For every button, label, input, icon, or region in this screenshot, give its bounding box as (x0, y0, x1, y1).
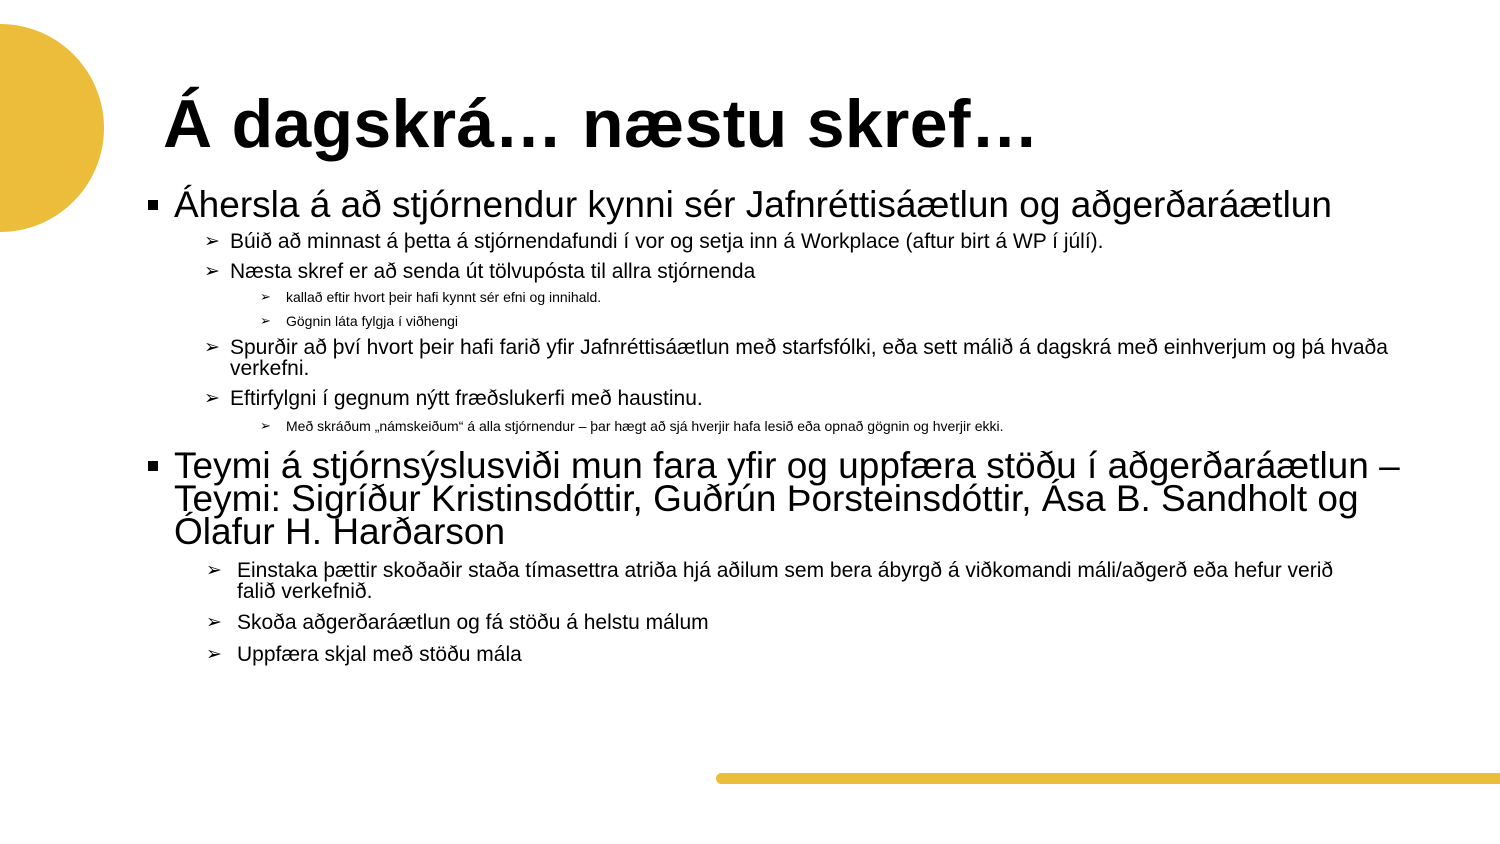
arrow-bullet-icon: ➢ (204, 231, 220, 252)
sub-bullet (148, 612, 1468, 634)
slide-title: Á dagskrá… næstu skref… (163, 86, 1040, 162)
sub-bullet (148, 388, 1468, 410)
arrow-bullet-icon: ➢ (206, 612, 222, 633)
sub-sub-bullet-text: Gögnin láta fylgja í viðhengi (286, 313, 458, 329)
sub-bullet (148, 261, 1468, 283)
arrow-bullet-icon: ➢ (206, 644, 222, 665)
bullet-section-1 (148, 184, 1468, 225)
bullet-text: Teymi á stjórnsýslusviði mun fara yfir og uppfæra stöðu í aðgerðaráætlun – Teymi: Sigríður Kristinsdóttir, Guðrún Þorsteinsdóttir, Ása B. Sandholt og Ólafur H. Harðarson (174, 445, 1400, 552)
sub-bullet-text: Spurðir að því hvort þeir hafi farið yfir Jafnréttisáætlun með starfsfólki, eða sett málið á dagskrá með einhverjum og þá hvaða verkefni. (230, 336, 1388, 380)
sub-bullet-text: Einstaka þættir skoðaðir staða tímasettra atriða hjá aðilum sem bera ábyrgð á viðkomandi máli/aðgerð eða hefur verið falið verkefnið. (237, 559, 1334, 603)
arrow-bullet-icon: ➢ (204, 388, 220, 409)
sub-bullet-text: Eftirfylgni í gegnum nýtt fræðslukerfi með haustinu. (230, 387, 703, 410)
sub-bullet (148, 644, 1468, 666)
square-bullet-icon (148, 461, 158, 471)
sub-sub-bullet (148, 417, 1468, 435)
sub-sub-bullet-text: kallað eftir hvort þeir hafi kynnt sér efni og innihald. (286, 289, 602, 305)
sub-bullet (148, 231, 1468, 253)
arrow-bullet-icon: ➢ (260, 418, 271, 433)
sub-sub-bullet (148, 312, 1468, 330)
sub-bullet-text: Skoða aðgerðaráætlun og fá stöðu á helstu málum (237, 611, 709, 634)
sub-bullet-text: Næsta skref er að senda út tölvupósta til allra stjórnenda (230, 260, 756, 283)
square-bullet-icon (148, 200, 158, 210)
sub-sub-bullet-text: Með skráðum „námskeiðum“ á alla stjórnendur – þar hægt að sjá hverjir hafa lesið eða opnað gögnin og hverjir ekki. (286, 418, 1004, 434)
sub-bullet-text: Uppfæra skjal með stöðu mála (237, 643, 522, 666)
sub-bullet (148, 337, 1468, 379)
decorative-circle (0, 24, 104, 232)
arrow-bullet-icon: ➢ (204, 261, 220, 282)
decorative-bar (716, 773, 1500, 784)
arrow-bullet-icon: ➢ (260, 313, 271, 328)
arrow-bullet-icon: ➢ (260, 289, 271, 304)
bullet-section-2 (148, 445, 1404, 552)
slide-content (148, 184, 1468, 666)
arrow-bullet-icon: ➢ (204, 337, 220, 358)
sub-bullet-text: Búið að minnast á þetta á stjórnendafundi í vor og setja inn á Workplace (aftur birt á WP í júlí). (230, 230, 1104, 253)
sub-sub-bullet (148, 288, 1468, 306)
arrow-bullet-icon: ➢ (206, 560, 222, 581)
sub-bullet (148, 560, 1357, 602)
bullet-text: Áhersla á að stjórnendur kynni sér Jafnréttisáætlun og aðgerðaráætlun (174, 184, 1332, 225)
